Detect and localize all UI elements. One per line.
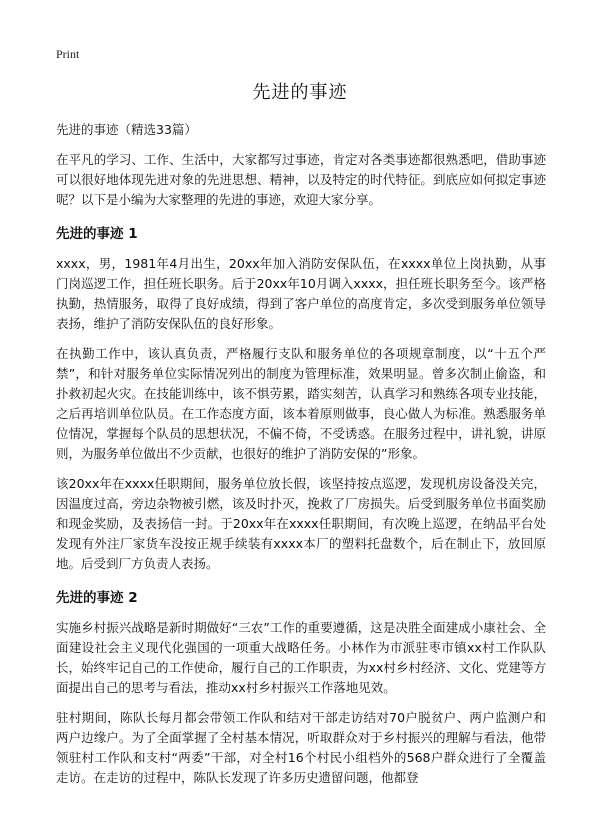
section-2-paragraph-2: 驻村期间，陈队长每月都会带领工作队和结对干部走访结对70户脱贫户、两户监测户和两户边缘户。为了全面掌握了全村基本情况，听取群众对于乡村振兴的理解与看法，他带领驻村工作队和支村“两委”干部，对全村16个村民小组档外的568户群众进行了全覆盖走访。在走访的过程中，陈队长发现了许多历史遗留问题，他都登 [56,710,546,785]
print-link[interactable]: Print [56,47,80,61]
section-heading-2: 先进的事迹 2 [56,590,138,606]
intro-paragraph: 在平凡的学习、工作、生活中，大家都写过事迹，肯定对各类事迹都很熟悉吧，借助事迹可以很好地体现先进对象的先进思想、精神，以及特定的时代特征。到底应如何拟定事迹呢？以下是小编为大家整理的先进的事迹，欢迎大家分享。 [56,152,546,207]
section-1-paragraph-1: xxxx，男，1981年4月出生，20xx年加入消防安保队伍，在xxxx单位上岗执勤，从事门岗巡逻工作，担任班长职务。后于20xx年10月调入xxxx，担任班长职务至今。该严格执勤，热情服务，取得了良好成绩，得到了客户单位的高度肯定，多次受到服务单位领导表扬，维护了消防安保队伍的良好形象。 [56,256,546,331]
document-subtitle: 先进的事迹（精选33篇） [56,122,197,137]
section-heading-1: 先进的事迹 1 [56,226,138,242]
section-2-paragraph-1: 实施乡村振兴战略是新时期做好“三农”工作的重要遵循，这是决胜全面建成小康社会、全面建设社会主义现代化强国的一项重大战略任务。小林作为市派驻枣市镇xx村工作队队长，始终牢记自己的工作使命，履行自己的工作职责，为xx村乡村经济、文化、党建等方面提出自己的思考与看法，推动xx村乡村振兴工作落地见效。 [56,620,546,695]
document-body [56,120,546,798]
section-1-paragraph-2: 在执勤工作中，该认真负责，严格履行支队和服务单位的各项规章制度，以“十五个严禁”，和针对服务单位实际情况列出的制度为管理标准，效果明显。曾多次制止偷盗，和扑救初起火灾。在技能训练中，该不惧劳累，踏实刻苦，认真学习和熟练各项专业技能，之后再培训单位队员。在工作态度方面，该本着原则做事，良心做人为标准。熟悉服务单位情况，掌握每个队员的思想状况，不偏不倚，不受诱惑。在服务过程中，讲礼貌，讲原则，为服务单位做出不少贡献，也很好的维护了消防安保的”形象。 [56,346,546,461]
document-title: 先进的事迹 [252,82,348,103]
section-1-paragraph-3: 该20xx年在xxxx任职期间，服务单位放长假，该坚持按点巡逻，发现机房设备没关完，因温度过高，旁边杂物被引燃，该及时扑灭，挽救了厂房损失。后受到服务单位书面奖励和现金奖励，及表扬信一封。于20xx年在xxxx任职期间，有次晚上巡逻，在纳品平台处发现有外注厂家货车没按正规手续装有xxxx本厂的塑料托盘数个，后在制止下，放回原地。后受到厂方负责人表扬。 [56,476,546,571]
